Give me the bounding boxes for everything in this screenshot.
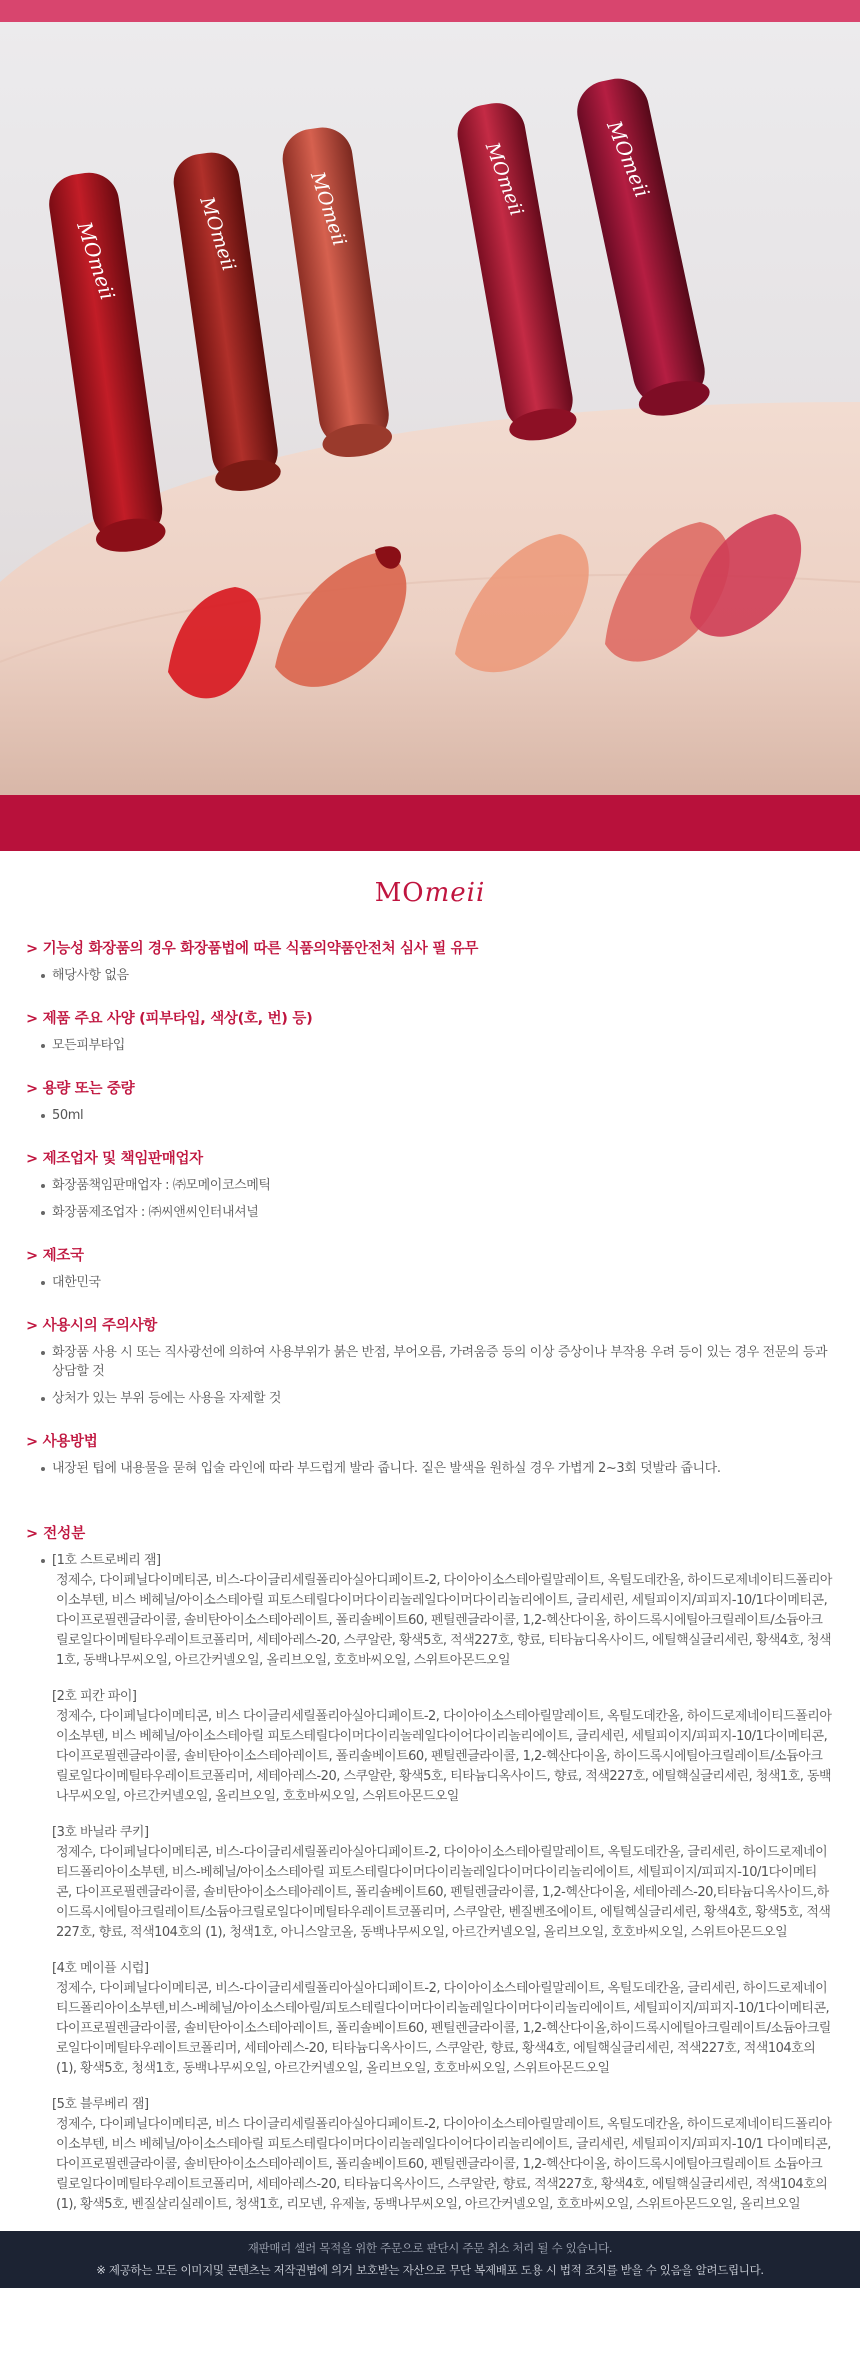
ingredient-list: 정제수, 다이페닐다이메티콘, 비스-다이글리세릴폴리아실아디페이트-2, 다이아이소스테아릴말레이트, 옥틸도데칸올, 글리세린, 하이드로제네이티드폴리아이소부텐,비스-베헤닐/아이소스테아릴/피토스테릴다이머다이리놀레일다이머다이리놀리에이트, 세틸피이지/피피지-10/1다이메티콘, 다이프로필렌글라이콜, 솔비탄아이소스테아레이트, 폴리솔베이트60, 펜틸렌글라이콜, 1,2-헥산다이올,하이드록시에틸아크릴레이트/소듐아크릴로일다이메틸타우레이트코폴리머, 세테아레스-20, 티타늄디옥사이드, 스쿠알란, 향료, 황색4호, 에틸핵실글리세린, 적색227호, 적색104호의(1), 황색5호, 청색1호, 동백나무씨오일, 아르간커넬오일, 올리브오일, 호호바씨오일, 스위트아몬드오일 [56, 1981, 831, 2076]
product-hero-image [0, 22, 860, 795]
list-item: 대한민국 [26, 1273, 832, 1292]
ingredients-title: > 전성분 [26, 1526, 86, 1542]
lipstick-4 [453, 99, 579, 446]
section-title: > 기능성 화장품의 경우 화장품법에 따른 식품의약품안전처 심사 필 유무 [26, 941, 479, 957]
ingredient-block [26, 1551, 832, 1671]
brand-logo-area [0, 851, 860, 935]
list-item: 내장된 팁에 내용물을 묻혀 입술 라인에 따라 부드럽게 발라 줍니다. 짙은 발색을 원하실 경우 가볍게 2~3회 덧발라 줍니다. [26, 1459, 832, 1478]
ingredient-shade-name: [3호 바닐라 쿠키] [52, 1825, 149, 1840]
ingredient-block [26, 2095, 832, 2215]
list-item: 50ml [26, 1106, 832, 1125]
list-item: 상처가 있는 부위 등에는 사용을 자제할 것 [26, 1389, 832, 1408]
section-title: > 제조국 [26, 1248, 84, 1264]
section-precautions [26, 1314, 832, 1408]
svg-text:MOmeii: MOmeii [306, 169, 351, 249]
section-title: > 제품 주요 사양 (피부타입, 색상(호, 번) 등) [26, 1011, 313, 1027]
section-manufacturer [26, 1147, 832, 1222]
section-volume [26, 1077, 832, 1125]
section-specs [26, 1007, 832, 1055]
ingredient-list: 정제수, 다이페닐다이메티콘, 비스-다이글리세릴폴리아실아디페이트-2, 다이아이소스테아릴말레이트, 옥틸도데칸올, 하이드로제네이티드폴리아이소부텐, 비스 베헤닐/아이소스테아릴 피토스테릴다이머다이리놀레일다이머다이리놀리에이트, 글리세린, 세틸피이지/피피지-10/1다이메티콘, 다이프로필렌글라이콜, 솔비탄아이소스테아레이트, 폴리솔베이트60, 펜틸렌글라이콜, 1,2-헥산다이올, 하이드록시에틸아크릴레이트/소듐아크릴로일다이메틸타우레이트코폴리머, 세테아레스-20, 스쿠알란, 황색5호, 적색227호, 향료, 티타늄디옥사이드, 에틸핵실글리세린, 황색4호, 청색1호, 동백나무씨오일, 아르간커넬오일, 올리브오일, 호호바씨오일, 스위트아몬드오일 [56, 1573, 832, 1668]
section-title: > 사용시의 주의사항 [26, 1318, 158, 1334]
top-accent-bar [0, 0, 860, 22]
svg-text:MOmeii: MOmeii [602, 117, 655, 201]
section-functional-cosmetics [26, 937, 832, 985]
ingredient-shade-name: [4호 메이플 시럽] [52, 1961, 149, 1976]
list-item: 화장품제조업자 : ㈜씨앤씨인터내셔널 [26, 1203, 832, 1222]
lipstick-3 [279, 124, 394, 462]
section-title: > 사용방법 [26, 1434, 98, 1450]
product-info-section [0, 935, 860, 2215]
lipstick-5 [571, 73, 712, 422]
section-usage [26, 1430, 832, 1478]
ingredient-block [26, 1687, 832, 1807]
footer-notice [0, 2231, 860, 2288]
copyright-notice: ※ 제공하는 모든 이미지및 콘텐츠는 저작권법에 의거 보호받는 자산으로 무단 복제배포 도용 시 법적 조치를 받을 수 있음을 알려드립니다. [96, 2263, 764, 2277]
ingredient-list: 정제수, 다이페닐다이메티콘, 비스 다이글리세릴폴리아실아디페이트-2, 다이아이소스테아릴말레이트, 옥틸도데칸올, 하이드로제네이티드폴리아이소부텐, 비스 베헤닐/아이소스테아릴 피토스테릴다이머다이리놀레일다이어다이리놀리에이트, 글리세린, 세틸피이지/피피지-10/1다이메티콘, 다이프로필렌글라이콜, 솔비탄아이소스테아레이트, 폴리솔베이트60, 펜틸렌글라이콜, 1,2-헥산다이올, 하이드록시에틸아크릴레이트/소듐아크릴로일다이메틸타우레이트코폴리머, 세테아레스-20, 스쿠알란, 황색5호, 티타늄디옥사이드, 향료, 적색227호, 에틸핵실글리세린, 청색1호, 동백나무씨오일, 아르간커넬오일, 올리브오일, 호호바씨오일, 스위트아몬드오일 [56, 1709, 832, 1804]
ingredient-shade-name: [5호 블루베리 잼] [52, 2097, 149, 2112]
ingredient-block [26, 1959, 832, 2079]
ingredient-shade-name: [1호 스트로베리 잼] [52, 1551, 832, 1571]
lipstick-2 [170, 149, 283, 495]
brand-color-band [0, 795, 860, 851]
list-item: 화장품 사용 시 또는 직사광선에 의하여 사용부위가 붉은 반점, 부어오름, 가려움증 등의 이상 증상이나 부작용 우려 등이 있는 경우 전문의 등과 상담할 것 [26, 1343, 832, 1381]
list-item: 모든피부타입 [26, 1036, 832, 1055]
ingredient-shade-name: [2호 피칸 파이] [52, 1689, 137, 1704]
ingredient-block [26, 1823, 832, 1943]
list-item: 화장품책임판매업자 : ㈜모메이코스메틱 [26, 1176, 832, 1195]
resale-notice: 재판매리 셀러 목적을 위한 주문으로 판단시 주문 취소 처리 될 수 있습니다. [247, 2241, 613, 2255]
section-title: > 용량 또는 중량 [26, 1081, 135, 1097]
svg-text:MOmeii: MOmeii [72, 218, 120, 303]
section-country [26, 1244, 832, 1292]
lipstick-1 [45, 169, 167, 556]
ingredient-list: 정제수, 다이페닐다이메티콘, 비스 다이글리세릴폴리아실아디페이트-2, 다이아이소스테아릴말레이트, 옥틸도데칸올, 하이드로제네이티드폴리아이소부텐, 비스 베헤닐/아이소스테아릴 피토스테릴다이머다이리놀레일다이어다이리놀리에이트, 글리세린, 세틸피이지/피피지-10/1 다이메티콘, 다이프로필렌글라이콜, 솔비탄아이소스테아레이트, 폴리솔베이트60, 펜틸렌글라이콜, 1,2-헥산다이올, 하이드록시에틸아크릴레이트 소듐아크릴로일다이메틸타우레이트코폴리머, 세테아레스-20, 티타늄디옥사이드, 스쿠알란, 향료, 적색227호, 황색4호, 에틸핵실글리세린, 적색104호의(1), 황색5호, 벤질살리실레이트, 청색1호, 리모넨, 유제놀, 동백나무씨오일, 아르간커넬오일, 호호바씨오일, 스위트아몬드오일, 올리브오일 [56, 2117, 832, 2212]
svg-text:MOmeii: MOmeii [480, 139, 528, 219]
brand-logo: MOmeii [374, 878, 486, 908]
ingredient-list: 정제수, 다이페닐다이메티콘, 비스-다이글리세릴폴리아실아디페이트-2, 다이아이소스테아릴말레이트, 옥틸도데칸올, 글리세린, 하이드로제네이티드폴리아이소부텐, 비스-베헤닐/아이소스테아릴 피토스테릴다이머다이리놀레일다이머다이리놀리에이트, 세틸피이지/피피지-10/1다이메티콘, 다이프로필렌글라이콜, 솔비탄아이소스테아레이트, 폴리솔베이트60, 펜틸렌글라이콜, 1,2-헥산다이올, 세테아레스-20,티타늄디옥사이드,하이드록시에틸아크릴레이트/소듐아크릴로일다이메틸타우레이트코폴리머, 스쿠알란, 벤질벤조에이트, 에틸헥실글리세린, 황색4호, 황색5호, 적색227호, 향료, 적색104호의 (1), 청색1호, 아니스알코올, 동백나무씨오일, 아르간커넬오일, 올리브오일, 호호바씨오일, 스위트아몬드오일 [56, 1845, 831, 1940]
section-title: > 제조업자 및 책임판매업자 [26, 1151, 203, 1167]
svg-text:MOmeii: MOmeii [195, 194, 240, 274]
list-item: 해당사항 없음 [26, 966, 832, 985]
